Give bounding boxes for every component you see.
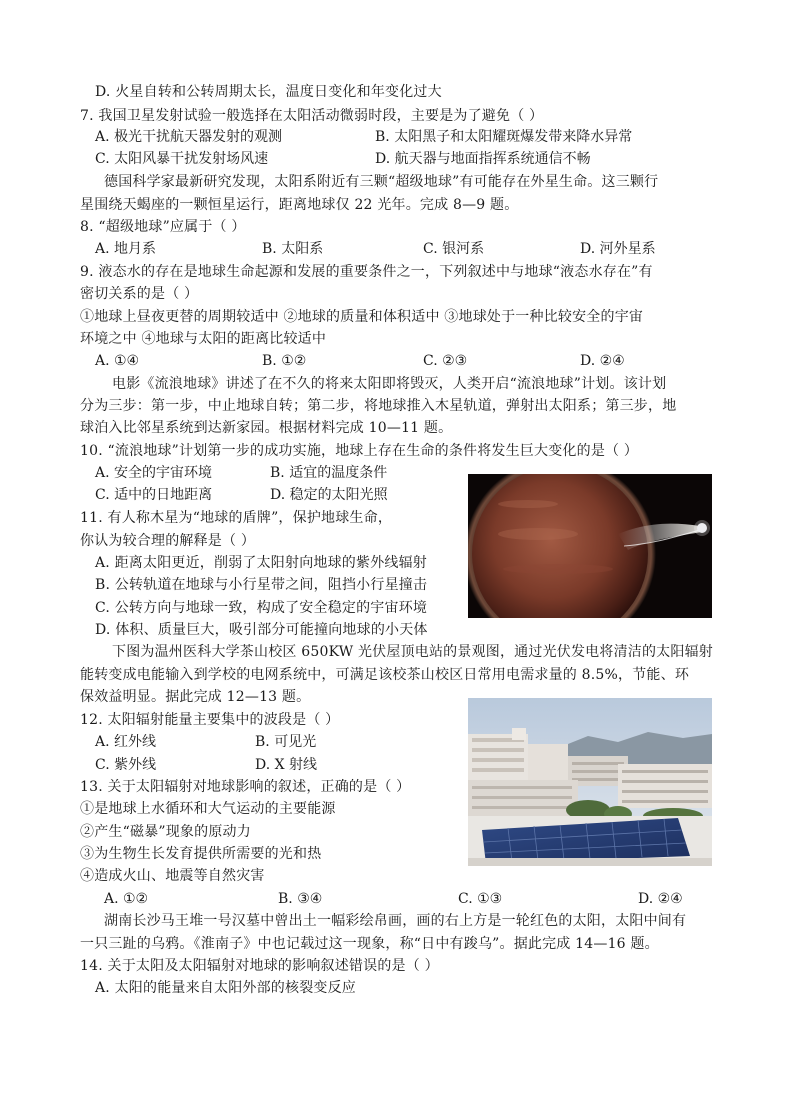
q12-option-a: A. 红外线: [95, 734, 157, 750]
q9-options-row: [0, 351, 794, 371]
q6-option-d: D. 火星自转和公转周期太长，温度日变化和年变化过大: [95, 84, 442, 100]
q13-option-a: A. ①②: [104, 891, 149, 907]
q9-option-b: B. ①②: [262, 353, 307, 369]
q8-option-d: D. 河外星系: [580, 241, 656, 257]
q13-item-2: ②产生“磁暴”现象的原动力: [80, 824, 251, 840]
q9-option-a: A. ①④: [95, 353, 140, 369]
q8-option-c: C. 银河系: [423, 241, 485, 257]
q7-option-d: D. 航天器与地面指挥系统通信不畅: [375, 151, 591, 167]
q13-item-3: ③为生物生长发育提供所需要的光和热: [80, 846, 322, 862]
q8-option-a: A. 地月系: [95, 241, 157, 257]
material-10-11-line3: 球泊入比邻星系统到达新家园。根据材料完成 10—11 题。: [80, 420, 453, 436]
q11-option-c: C. 公转方向与地球一致，构成了安全稳定的宇宙环境: [95, 600, 428, 616]
q13-item-4: ④造成火山、地震等自然灾害: [80, 868, 265, 884]
q11-option-b: B. 公转轨道在地球与小行星带之间，阻挡小行星撞击: [95, 577, 428, 593]
q13-option-b: B. ③④: [278, 891, 323, 907]
planet-photo-graphic: [468, 474, 712, 618]
q13-item-1: ①是地球上水循环和大气运动的主要能源: [80, 801, 336, 817]
solar-campus-graphic: [468, 698, 712, 866]
q7-options-row2: [0, 149, 794, 169]
q8-stem: 8. “超级地球”应属于（ ）: [80, 219, 246, 235]
q10-option-c: C. 适中的日地距离: [95, 487, 213, 503]
q8-options-row: [0, 239, 794, 259]
q7-option-b: B. 太阳黑子和太阳耀斑爆发带来降水异常: [375, 129, 633, 145]
material-12-13-line3: 保效益明显。据此完成 12—13 题。: [80, 689, 311, 705]
q9-stem-line1: 9. 液态水的存在是地球生命起源和发展的重要条件之一，下列叙述中与地球“液态水存在”有: [80, 264, 653, 280]
q7-option-c: C. 太阳风暴干扰发射场风速: [95, 151, 269, 167]
q10-option-d: D. 稳定的太阳光照: [270, 487, 388, 503]
q11-option-d: D. 体积、质量巨大，吸引部分可能撞向地球的小天体: [95, 622, 428, 638]
q9-items-line1: ①地球上昼夜更替的周期较适中 ②地球的质量和体积适中 ③地球处于一种比较安全的宇宙: [80, 309, 644, 325]
material-10-11-line2: 分为三步：第一步，中止地球自转；第二步，将地球推入木星轨道，弹射出太阳系；第三步，地: [80, 398, 677, 414]
material-10-11-line1: 电影《流浪地球》讲述了在不久的将来太阳即将毁灭，人类开启“流浪地球”计划。该计划: [112, 376, 667, 392]
planet-photo: [468, 474, 712, 618]
q12-option-d: D. X 射线: [255, 757, 318, 773]
q9-option-d: D. ②④: [580, 353, 625, 369]
q12-option-c: C. 紫外线: [95, 757, 157, 773]
q11-stem-line2: 你认为较合理的解释是（ ）: [80, 533, 256, 549]
q13-stem: 13. 关于太阳辐射对地球影响的叙述，正确的是（ ）: [80, 779, 411, 795]
q9-option-c: C. ②③: [423, 353, 468, 369]
q9-items-line2: 环境之中 ④地球与太阳的距离比较适中: [80, 331, 327, 347]
q7-options-row1: [0, 127, 794, 147]
q14-stem: 14. 关于太阳及太阳辐射对地球的影响叙述错误的是（ ）: [80, 958, 439, 974]
q9-stem-line2: 密切关系的是（ ）: [80, 286, 199, 302]
q7-option-a: A. 极光干扰航天器发射的观测: [95, 129, 283, 145]
q12-stem: 12. 太阳辐射能量主要集中的波段是（ ）: [80, 712, 340, 728]
q12-options-row2: [0, 755, 794, 775]
q11-option-a: A. 距离太阳更近，削弱了太阳射向地球的紫外线辐射: [95, 555, 428, 571]
material-14-16-line2: 一只三趾的乌鸦。《淮南子》中也记载过这一现象，称“日中有踆乌”。据此完成 14—16 题。: [80, 936, 659, 952]
solar-campus-photo: [468, 698, 712, 866]
q13-option-c: C. ①③: [458, 891, 503, 907]
material-12-13-line2: 能转变成电能输入到学校的电网系统中，可满足该校茶山校区日常用电需求量的 8.5%，节能、环: [80, 667, 690, 683]
q14-option-a: A. 太阳的能量来自太阳外部的核裂变反应: [95, 980, 357, 996]
material-8-9-line2: 星围绕天蝎座的一颗恒星运行，距离地球仅 22 光年。完成 8—9 题。: [80, 197, 519, 213]
q7-stem: 7. 我国卫星发射试验一般选择在太阳活动微弱时段，主要是为了避免（ ）: [80, 108, 544, 124]
q10-option-b: B. 适宜的温度条件: [270, 465, 388, 481]
material-12-13-line1: 下图为温州医科大学茶山校区 650KW 光伏屋顶电站的景观图，通过光伏发电将清洁的太阳辐射: [112, 644, 713, 660]
q12-options-row1: [0, 732, 794, 752]
q13-options-row: [0, 889, 794, 909]
q12-option-b: B. 可见光: [255, 734, 317, 750]
q10-stem: 10. “流浪地球”计划第一步的成功实施，地球上存在生命的条件将发生巨大变化的是（ ）: [80, 443, 639, 459]
q11-stem-line1: 11. 有人称木星为“地球的盾牌”，保护地球生命，: [80, 510, 393, 526]
material-8-9-line1: 德国科学家最新研究发现，太阳系附近有三颗“超级地球”有可能存在外星生命。这三颗行: [104, 174, 659, 190]
q10-option-a: A. 安全的宇宙环境: [95, 465, 213, 481]
q13-option-d: D. ②④: [638, 891, 683, 907]
q8-option-b: B. 太阳系: [262, 241, 324, 257]
material-14-16-line1: 湖南长沙马王堆一号汉墓中曾出土一幅彩绘帛画，画的右上方是一轮红色的太阳，太阳中间有: [104, 913, 687, 929]
